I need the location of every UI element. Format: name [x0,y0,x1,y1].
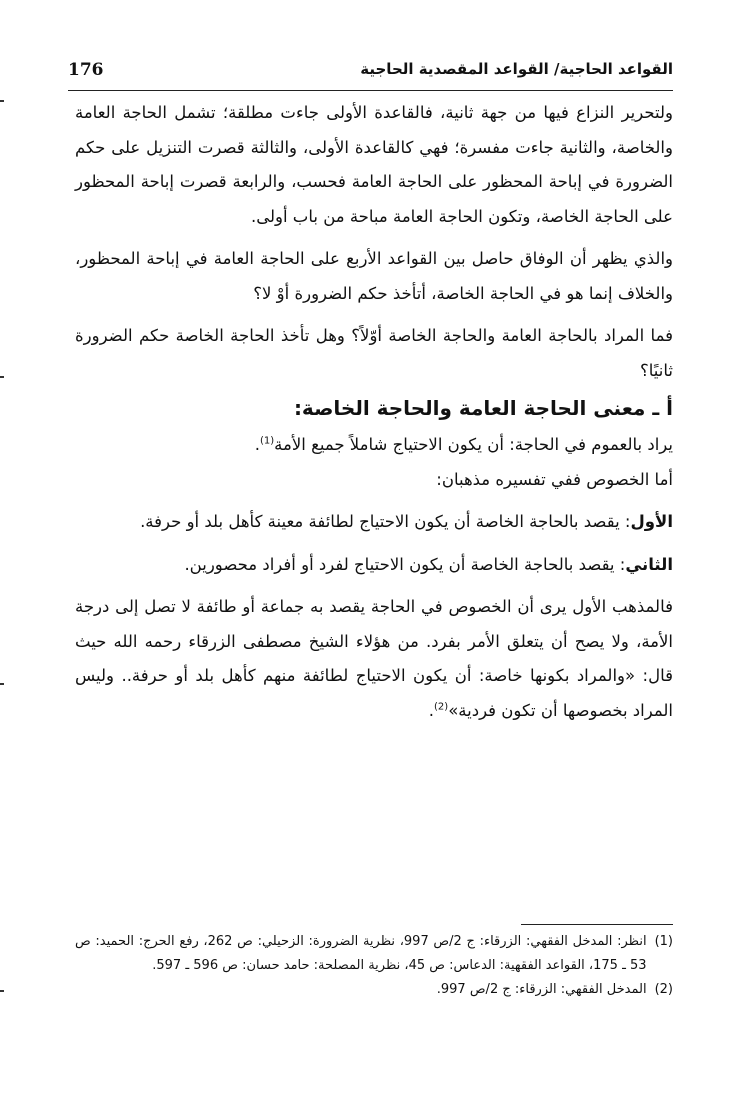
punctuation: . [254,435,260,454]
scan-edge-mark [0,683,4,685]
paragraph: والذي يظهر أن الوفاق حاصل بين القواعد الأربع على الحاجة العامة في إباحة المحظور، والخلاف إنما هو في الحاجة الخاصة، أتأخذ حكم الضرورة أوْ لا؟ [75,249,673,303]
footnote [75,930,673,978]
definition-first [75,505,673,540]
closing-text: فالمذهب الأول يرى أن الخصوص في الحاجة يقصد به جماعة أو طائفة لا تصل إلى درجة الأمة، ولا يصح أن يتعلق الأمر بفرد. من هؤلاء الشيخ مصطفى الزرقاء رحمه الله حيث قال: «والمراد بكونها خاصة: أن يكون الاحتياج لطائفة منهم كأهل بلد أو حرفة.. وليس المراد بخصوصها أن تكون فردية» [75,597,673,720]
page-number: 176 [68,60,104,80]
page-header [68,54,673,91]
second-term: الثاني [625,554,673,574]
definition-second [75,548,673,583]
footnote-text: المدخل الفقهي: الزرقاء: ج 2/ص 997. [436,982,647,997]
footnote-ref-2: (2) [434,701,449,712]
special-intro: أما الخصوص ففي تفسيره مذهبان: [436,469,673,489]
scan-edge-mark [0,376,4,378]
section-heading: أ ـ معنى الحاجة العامة والحاجة الخاصة: [293,396,673,420]
body-text [75,96,673,728]
punctuation: . [428,700,434,720]
first-definition: : يقصد بالحاجة الخاصة أن يكون الاحتياج لطائفة معينة كأهل بلد أو حرفة. [140,512,631,531]
first-term: الأول [630,512,673,531]
paragraph: فما المراد بالحاجة العامة والحاجة الخاصة أوّلاً؟ وهل تأخذ الحاجة الخاصة حكم الضرورة ثانيًا؟ [75,326,673,380]
footnote [75,978,673,1002]
second-definition: : يقصد بالحاجة الخاصة أن يكون الاحتياج لفرد أو أفراد محصورين. [184,554,626,574]
footnotes [75,930,673,1002]
running-head: القواعد الحاجية/ القواعد المقصدية الحاجية [360,60,673,78]
definition-general-text: يراد بالعموم في الحاجة: أن يكون الاحتياج شاملاً جميع الأمة [274,435,673,454]
scan-edge-mark [0,990,4,992]
closing-paragraph [75,590,673,728]
footnote-separator [521,924,673,925]
footnote-text: انظر: المدخل الفقهي: الزرقاء: ج 2/ص 997، نظرية الضرورة: الزحيلي: ص 262، رفع الحرج: الحميد: ص 53 ـ 175، القواعد الفقهية: الدعاس: ص 45، نظرية المصلحة: حامد حسان: ص 596 ـ 597. [75,934,647,973]
footnote-number: (1) [654,934,673,949]
footnote-ref-1: (1) [259,435,275,447]
paragraph: ولتحرير النزاع فيها من جهة ثانية، فالقاعدة الأولى جاءت مطلقة؛ تشمل الحاجة العامة والخاصة، والثانية جاءت مفسرة؛ فهي كالقاعدة الأولى، والثالثة قصرت التنزيل على حكم الضرورة في إباحة المحظور على الحاجة العامة فحسب، والرابعة قصرت إباحة المحظور على الحاجة الخاصة، وتكون الحاجة العامة مباحة من باب أولى. [75,103,673,226]
scan-edge-mark [0,100,4,102]
definition-general [75,428,673,463]
footnote-number: (2) [654,982,673,997]
